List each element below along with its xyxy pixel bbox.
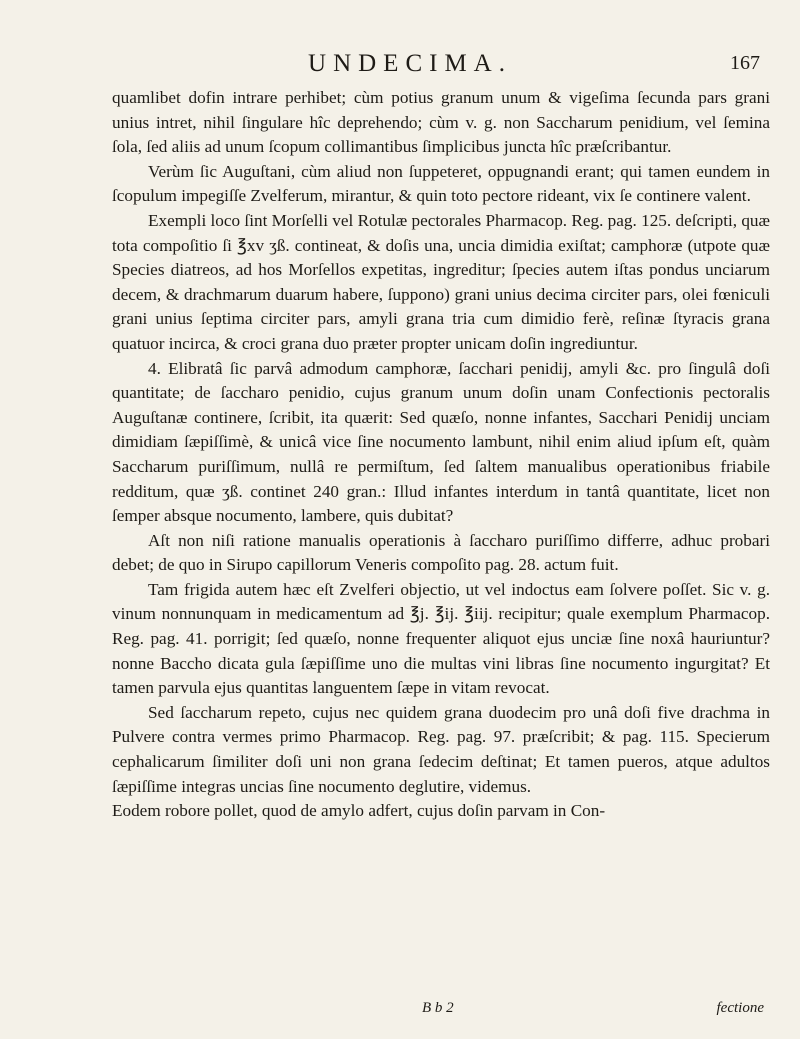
body-text bbox=[112, 86, 770, 824]
paragraph-ast: Aſt non niſi ratione manualis operationis à ſaccharo puriſſimo differre, adhuc probari debet; de quo in Sirupo capillorum Veneris compoſito pag. 28. actum fuit. bbox=[112, 530, 770, 575]
paragraph-tam-frigida: Tam frigida autem hæc eſt Zvelferi objectio, ut vel indoctus eam ſolvere poſſet. Sic v. g. vinum nonnunquam in medicamentum ad ℥j. ℥ij. ℥iij. recipitur; quale exemplum Pharmacop. Reg. pag. 41. porrigit; ſed quæſo, nonne frequenter aliquot ejus unciæ ſine noxâ hauriuntur? nonne Baccho dicata gula ſæpiſſime uno die multas vini libras ſine nocumento ingurgitat? Et tamen parvula ejus quantitas languentem ſæpe in vitam revocat. bbox=[112, 579, 770, 698]
running-head: UNDECIMA. bbox=[308, 50, 512, 77]
paragraph-augustani: Verùm ſic Auguſtani, cùm aliud non ſuppeteret, oppugnandi erant; qui tamen eundem in ſcopulum impegiſſe Zvelferum, mirantur, & quin toto pectore rideant, vix ſe continere valent. bbox=[112, 161, 770, 206]
paragraph-continuation: quamlibet dofin intrare perhibet; cùm potius granum unum & vigeſima ſecunda pars grani unius intret, nihil ſingulare hîc deprehendo; cùm v. g. non Saccharum penidium, vel ſemina ſola, ſed aliis ad unum ſcopum collimantibus ſimplicibus juncta hîc præſcribantur. bbox=[112, 88, 770, 157]
paragraph-section-4: 4. Elibratâ ſic parvâ admodum camphoræ, ſacchari penidij, amyli &c. pro ſingulâ doſi quantitate; de ſaccharo penidio, cujus granum unum doſin unam Confectionis pectoralis Auguſtanæ continere, ſcribit, ita quærit: Sed quæſo, nonne infantes, Sacchari Penidij unciam dimidiam ſæpiſſimè, & unicâ vice ſine nocumento lambunt, nihil enim aliud ipſum eſt, quàm Saccharum puriſſimum, nullâ re permiſtum, ſed ſaltem manualibus operationibus friabile redditum, quæ ʒß. continet 240 gran.: Illud infantes interdum in tantâ quantitate, licet non ſemper absque nocumento, lambere, quis dubitat? bbox=[112, 358, 770, 526]
paragraph-eodem-robore: Eodem robore pollet, quod de amylo adfert, cujus doſin parvam in Con- bbox=[112, 801, 606, 821]
page-footer bbox=[0, 1000, 800, 1024]
paragraph-exempli: Exempli loco ſint Morſelli vel Rotulæ pectorales Pharmacop. Reg. pag. 125. deſcripti, quæ tota compoſitio ſi ℥xv ʒß. contineat, & doſis una, uncia dimidia exiſtat; camphoræ (utpote quæ Species diatreos, ad hos Morſellos expetitas, ingreditur; ſpecies autem iſtas pondus unciarum decem, & drachmarum duarum habere, ſuppono) grani unius decima circiter pars, olei fœniculi grani unius ſeptima circiter pars, amyli grana tria cum dimidio ferè, reſinæ ſtyracis grana quatuor incirca, & croci grana duo præter propter unicam doſin ingrediuntur. bbox=[112, 210, 770, 353]
catchword: fectione bbox=[716, 1000, 764, 1016]
page-number: 167 bbox=[730, 52, 760, 74]
page-header bbox=[200, 50, 760, 86]
paragraph-saccharum: Sed ſaccharum repeto, cujus nec quidem grana duodecim pro unâ doſi five drachma in Pulvere contra vermes primo Pharmacop. Reg. pag. 97. præſcribit; & pag. 115. Specierum cephalicarum ſimiliter doſi uni non grana ſedecim deſtinat; Et tamen pueros, atque adultos ſæpiſſime integras uncias ſine nocumento deglutire, videmus. bbox=[112, 702, 770, 796]
signature-mark: B b 2 bbox=[422, 1000, 454, 1016]
